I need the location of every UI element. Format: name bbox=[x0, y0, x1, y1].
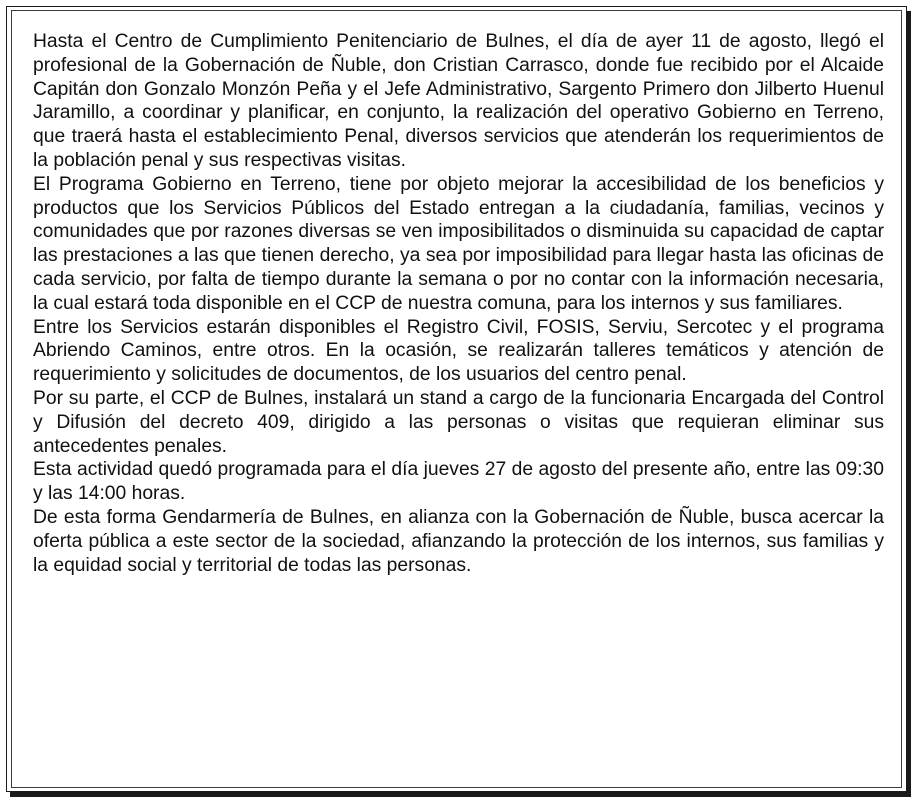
paragraph-services: Entre los Servicios estarán disponibles el Registro Civil, FOSIS, Serviu, Sercotec y el programa Abriendo Caminos, entre otros. En la ocasión, se realizarán talleres temáticos y atención de requerimiento y solicitudes de documentos, de los usuarios del centro penal. bbox=[33, 316, 884, 386]
document-frame bbox=[6, 6, 907, 792]
paragraph-stand: Por su parte, el CCP de Bulnes, instalará un stand a cargo de la funcionaria Encargada del Control y Difusión del decreto 409, dirigido a las personas o visitas que requieran eliminar sus antecedentes penales. bbox=[33, 387, 884, 457]
paragraph-closing: De esta forma Gendarmería de Bulnes, en alianza con la Gobernación de Ñuble, busca acercar la oferta pública a este sector de la sociedad, afianzando la protección de los internos, sus familias y la equidad social y territorial de todas las personas. bbox=[33, 506, 884, 576]
paragraph-program-purpose: El Programa Gobierno en Terreno, tiene por objeto mejorar la accesibilidad de los beneficios y productos que los Servicios Públicos del Estado entregan a la ciudadanía, familias, vecinos y comunidades que por razones diversas se ven imposibilitados o disminuida su capacidad de captar las prestaciones a las que tienen derecho, ya sea por imposibilidad para llegar hasta las oficinas de cada servicio, por falta de tiempo durante la semana o por no contar con la información necesaria, la cual estará toda disponible en el CCP de nuestra comuna, para los internos y sus familiares. bbox=[33, 173, 884, 314]
paragraph-schedule: Esta actividad quedó programada para el día jueves 27 de agosto del presente año, entre las 09:30 y las 14:00 horas. bbox=[33, 459, 884, 505]
paragraph-visit: Hasta el Centro de Cumplimiento Penitenciario de Bulnes, el día de ayer 11 de agosto, llegó el profesional de la Gobernación de Ñuble, don Cristian Carrasco, donde fue recibido por el Alcaide Capitán don Gonzalo Monzón Peña y el Jefe Administrativo, Sargento Primero don Jilberto Huenul Jaramillo, a coordinar y planificar, en conjunto, la realización del operativo Gobierno en Terreno, que traerá hasta el establecimiento Penal, diversos servicios que atenderán los requerimientos de la población penal y sus respectivas visitas. bbox=[33, 31, 884, 171]
document-body bbox=[33, 30, 884, 577]
